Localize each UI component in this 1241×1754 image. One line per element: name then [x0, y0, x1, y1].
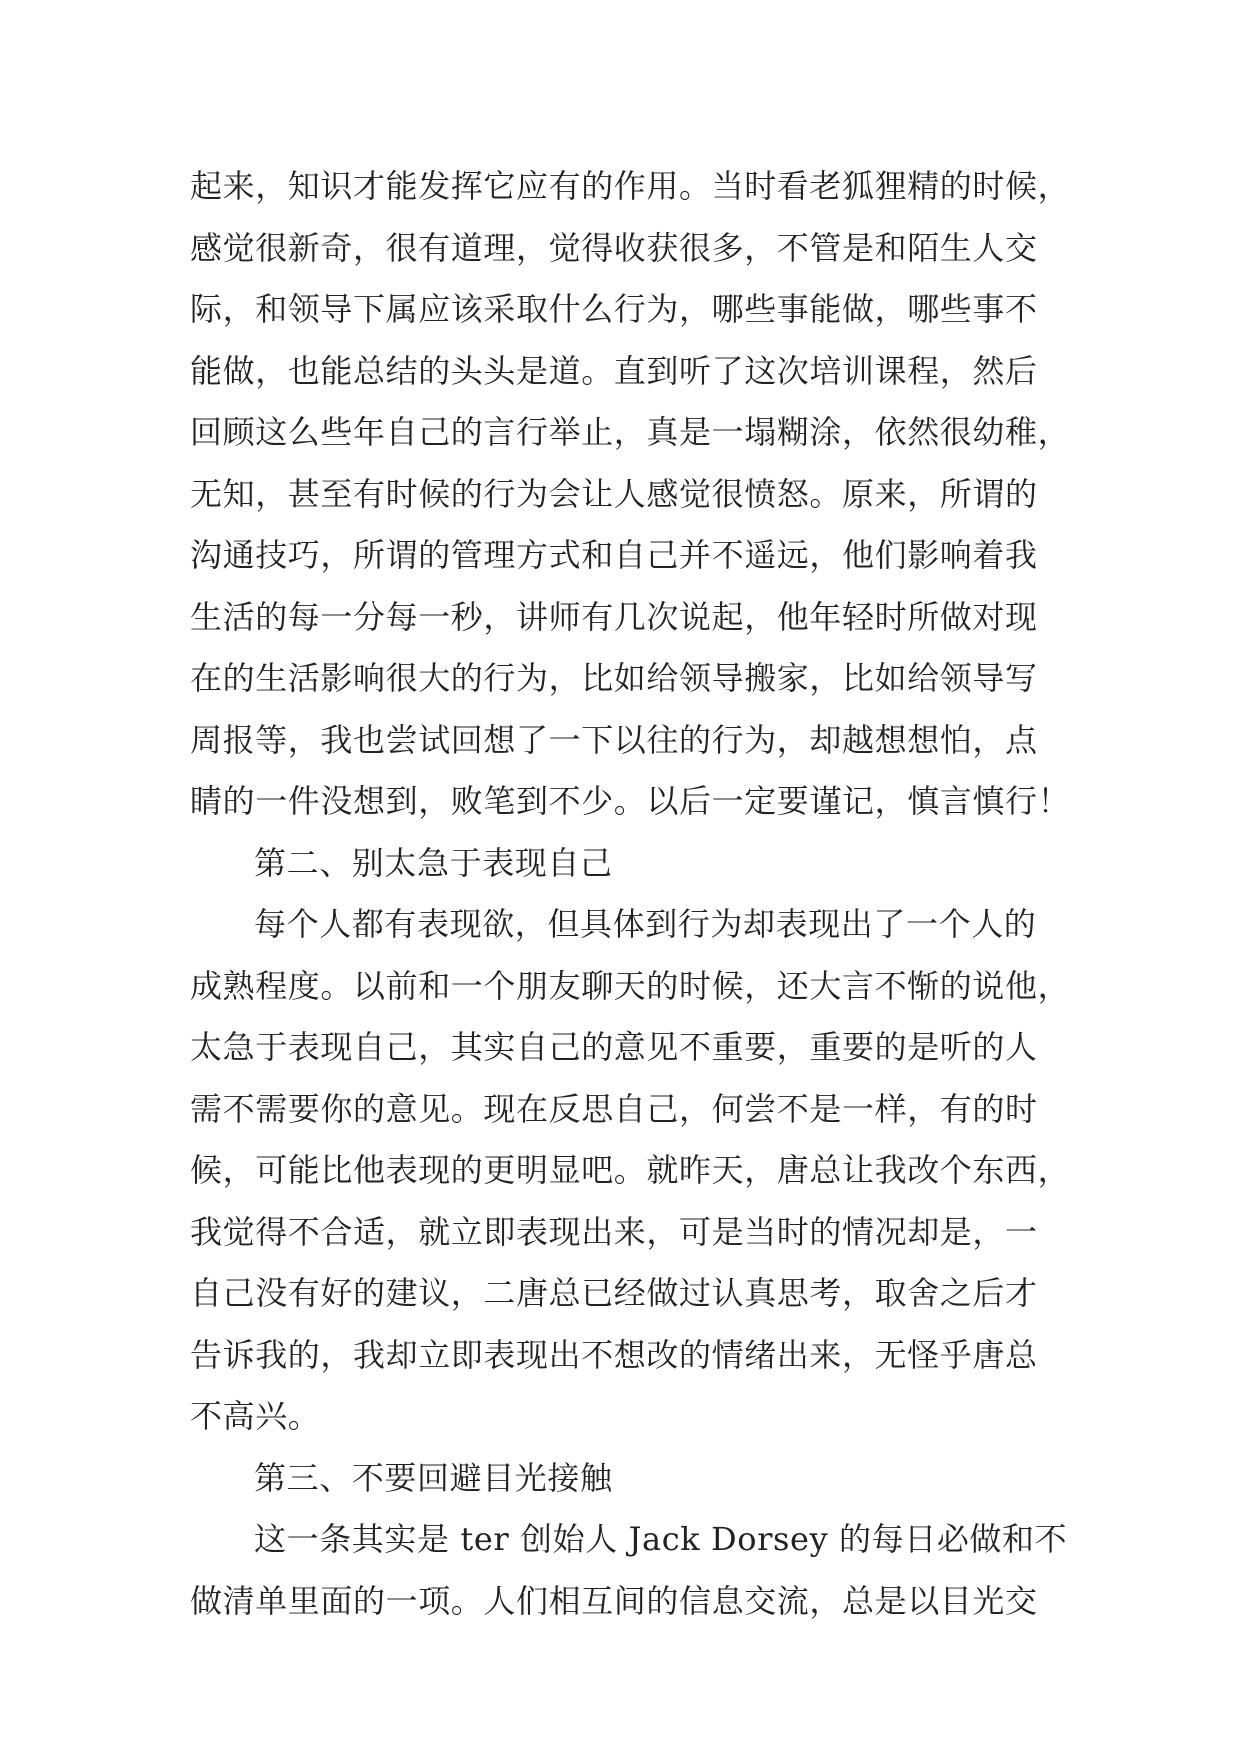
- paragraph-line: 感觉很新奇，很有道理，觉得收获很多，不管是和陌生人交: [190, 228, 1038, 267]
- paragraph-line: 在的生活影响很大的行为，比如给领导搬家，比如给领导写: [190, 659, 1038, 697]
- body-text: [190, 156, 1071, 1632]
- paragraph-line: 每个人都有表现欲，但具体到行为却表现出了一个人的: [254, 905, 1037, 943]
- paragraph-line: 我觉得不合适，就立即表现出来，可是当时的情况却是，一: [190, 1212, 1038, 1251]
- paragraph-line: 不高兴。: [190, 1397, 321, 1435]
- paragraph-line: 周报等，我也尝试回想了一下以往的行为，却越想想怕，点: [190, 720, 1038, 759]
- section-heading: 第三、不要回避目光接触: [254, 1458, 613, 1497]
- paragraph-line: 际，和领导下属应该采取什么行为，哪些事能做，哪些事不: [190, 290, 1038, 328]
- paragraph-line: 成熟程度。以前和一个朋友聊天的时候，还大言不惭的说他，: [190, 966, 1071, 1005]
- paragraph-line: 能做，也能总结的头头是道。直到听了这次培训课程，然后: [190, 351, 1038, 390]
- paragraph-line: 无知，甚至有时候的行为会让人感觉很愤怒。原来，所谓的: [190, 474, 1038, 513]
- paragraph-line: 沟通技巧，所谓的管理方式和自己并不遥远，他们影响着我: [190, 536, 1038, 574]
- paragraph-line: 太急于表现自己，其实自己的意见不重要，重要的是听的人: [190, 1028, 1038, 1066]
- paragraph-line: 起来，知识才能发挥它应有的作用。当时看老狐狸精的时候，: [190, 167, 1071, 205]
- paragraph-line: 告诉我的，我却立即表现出不想改的情绪出来，无怪乎唐总: [190, 1335, 1038, 1374]
- section-heading: 第二、别太急于表现自己: [254, 843, 613, 882]
- paragraph-line: 候，可能比他表现的更明显吧。就昨天，唐总让我改个东西，: [190, 1151, 1071, 1189]
- paragraph-line: 回顾这么些年自己的言行举止，真是一塌糊涂，依然很幼稚，: [190, 413, 1071, 451]
- paragraph-line: 自己没有好的建议，二唐总已经做过认真思考，取舍之后才: [190, 1274, 1038, 1312]
- paragraph-line: 需不需要你的意见。现在反思自己，何尝不是一样，有的时: [190, 1089, 1038, 1128]
- paragraph-line: 这一条其实是 ter 创始人 Jack Dorsey 的每日必做和不: [254, 1520, 1068, 1558]
- paragraph-line: 睛的一件没想到，败笔到不少。以后一定要谨记，慎言慎行！: [190, 782, 1071, 820]
- paragraph-line: 生活的每一分每一秒，讲师有几次说起，他年轻时所做对现: [190, 597, 1038, 636]
- paragraph-line: 做清单里面的一项。人们相互间的信息交流，总是以目光交: [190, 1581, 1038, 1620]
